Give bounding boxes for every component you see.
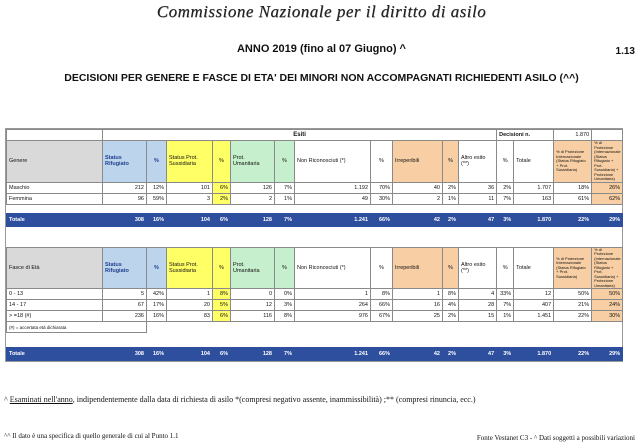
cell: 976 [295, 311, 371, 322]
col-header: % [443, 141, 459, 183]
col-header: Totale [514, 141, 554, 183]
cell: 6% [213, 182, 231, 193]
cell: 66% [371, 348, 393, 361]
cell: 36 [459, 182, 497, 193]
page-title: DECISIONI PER GENERE E FASCE DI ETA' DEI MINORI NON ACCOMPAGNATI RICHIEDENTI ASILO (^^) [64, 72, 579, 84]
cell: 5% [213, 300, 231, 311]
cell: 67 [103, 300, 147, 311]
cell: 1.241 [295, 348, 371, 361]
cell: 1% [443, 193, 459, 204]
cell: 1.192 [295, 182, 371, 193]
footnote-specifica: ^^ Il dato è una specifica di quello generale di cui al Punto 1.1 [4, 432, 179, 440]
cell: 42% [147, 289, 167, 300]
cell: 50% [554, 289, 592, 300]
esiti-label: Esiti [103, 130, 497, 141]
cell: 128 [231, 348, 275, 361]
cell: 50% [592, 289, 623, 300]
cell: 1.870 [514, 348, 554, 361]
col-header: Non Riconosciuti (*) [295, 247, 371, 289]
cell: 40 [393, 182, 443, 193]
cell: 66% [371, 300, 393, 311]
cell: 47 [459, 348, 497, 361]
cell: 3% [275, 300, 295, 311]
cell: 66% [371, 213, 393, 226]
table-row [7, 289, 623, 300]
cell: 70% [371, 182, 393, 193]
row-label: Totale [7, 348, 103, 361]
decisions-table [6, 129, 623, 361]
cell: 3 [167, 193, 213, 204]
totale-row [7, 213, 623, 226]
cell: 2% [443, 182, 459, 193]
cell: 96 [103, 193, 147, 204]
cell: 49 [295, 193, 371, 204]
cell: 2 [231, 193, 275, 204]
decisioni-label: Decisioni n. [497, 130, 554, 141]
col-header: % di Protezione Internazionale (Status Rifugiato + Prot. Sussidiaria) [554, 141, 592, 183]
cell: 15 [459, 311, 497, 322]
cell: 83 [167, 311, 213, 322]
col-header: Irreperibili [393, 141, 443, 183]
cell: 62% [592, 193, 623, 204]
footnote-source: Fonte Vestanet C3 - ^ Dati soggetti a possibili variazioni [476, 434, 635, 442]
footnote-esaminati [4, 395, 476, 404]
cell: 59% [147, 193, 167, 204]
cell: 7% [497, 193, 514, 204]
col-header: Altro esito (**) [459, 247, 497, 289]
cell: 116 [231, 311, 275, 322]
cell: 264 [295, 300, 371, 311]
row-label: 0 - 13 [7, 289, 103, 300]
cell: 18% [554, 182, 592, 193]
table-row [7, 311, 623, 322]
cell: 407 [514, 300, 554, 311]
cell: 16% [147, 348, 167, 361]
table-row [7, 193, 623, 204]
decisions-table-frame [5, 128, 623, 362]
cell: 104 [167, 348, 213, 361]
cell: 101 [167, 182, 213, 193]
col-header: % [371, 141, 393, 183]
page-number: 1.13 [615, 46, 635, 57]
table-row [7, 300, 623, 311]
cell: 8% [275, 311, 295, 322]
cell: 16% [147, 311, 167, 322]
genere-header-row [7, 141, 623, 183]
cell: 21% [554, 300, 592, 311]
footnote-prefix: ^ [4, 395, 10, 404]
cell: 24% [592, 300, 623, 311]
cell: 1.707 [514, 182, 554, 193]
col-header: Non Riconosciuti (*) [295, 141, 371, 183]
col-header: Status Rifugiato [103, 141, 147, 183]
hash-note: (#) = accertata età dichiarata [7, 322, 147, 333]
col-header: Irreperibili [393, 247, 443, 289]
col-header: % [275, 247, 295, 289]
cell: 0 [231, 289, 275, 300]
col-header: Status Prot. Sussidiaria [167, 141, 213, 183]
cell: 236 [103, 311, 147, 322]
table-row [7, 182, 623, 193]
cell: 1% [497, 311, 514, 322]
cell: 47 [459, 213, 497, 226]
cell: 212 [103, 182, 147, 193]
footnote-underlined: Esaminati nell'anno [9, 395, 73, 404]
cell: 1.241 [295, 213, 371, 226]
row-label: 14 - 17 [7, 300, 103, 311]
col-header: % di Protezione (Internazionale (Status Rifugiato + Prot. Sussidiaria) + Protezione Umanitaria) [592, 141, 623, 183]
cell: 25 [393, 311, 443, 322]
cell: 1% [275, 193, 295, 204]
cell: 2% [497, 182, 514, 193]
col-header: Status Rifugiato [103, 247, 147, 289]
col-header: % [147, 247, 167, 289]
cell: 16 [393, 300, 443, 311]
cell: 8% [213, 289, 231, 300]
cell: 2% [213, 193, 231, 204]
decisioni-value: 1.870 [554, 130, 592, 141]
cell: 1 [167, 289, 213, 300]
col-header: % [497, 141, 514, 183]
col-header: % [213, 247, 231, 289]
row-label: Maschio [7, 182, 103, 193]
cell: 4 [459, 289, 497, 300]
row-label: Totale [7, 213, 103, 226]
col-header: Prot. Umanitaria [231, 247, 275, 289]
cell: 61% [554, 193, 592, 204]
cell: 42 [393, 348, 443, 361]
cell: 1.870 [514, 213, 554, 226]
cell: 11 [459, 193, 497, 204]
col-header: % [443, 247, 459, 289]
cell: 308 [103, 213, 147, 226]
cell: 126 [231, 182, 275, 193]
cell: 20 [167, 300, 213, 311]
cell: 30% [592, 311, 623, 322]
cell: 1 [295, 289, 371, 300]
cell: 6% [213, 311, 231, 322]
row-label: Femmina [7, 193, 103, 204]
cell: 22% [554, 311, 592, 322]
totale-row-2 [7, 348, 623, 361]
col-header: % [275, 141, 295, 183]
cell: 29% [592, 213, 623, 226]
cell: 7% [275, 348, 295, 361]
cell: 7% [275, 182, 295, 193]
cell: 3% [497, 213, 514, 226]
col-header: Status Prot. Sussidiaria [167, 247, 213, 289]
cell: 2 [393, 193, 443, 204]
esiti-header-row [7, 130, 623, 141]
cell: 128 [231, 213, 275, 226]
cell: 1 [393, 289, 443, 300]
genere-label: Genere [7, 141, 103, 183]
cell: 4% [443, 300, 459, 311]
cell: 22% [554, 213, 592, 226]
col-header: % [497, 247, 514, 289]
cell: 6% [213, 213, 231, 226]
cell: 8% [443, 289, 459, 300]
col-header: Totale [514, 247, 554, 289]
cell: 22% [554, 348, 592, 361]
cell: 42 [393, 213, 443, 226]
cell: 8% [371, 289, 393, 300]
cell: 6% [213, 348, 231, 361]
cell: 12 [514, 289, 554, 300]
cell: 29% [592, 348, 623, 361]
cell: 104 [167, 213, 213, 226]
cell: 163 [514, 193, 554, 204]
period-subtitle: ANNO 2019 (fino al 07 Giugno) ^ [236, 43, 406, 55]
row-label: > =18 (#) [7, 311, 103, 322]
cell: 2% [443, 213, 459, 226]
cell: 2% [443, 348, 459, 361]
cell: 12 [231, 300, 275, 311]
cell: 0% [275, 289, 295, 300]
cell: 26% [592, 182, 623, 193]
commission-header: Commissione Nazionale per il diritto di asilo [156, 2, 487, 21]
cell: 1.451 [514, 311, 554, 322]
col-header: % di Protezione (Internazionale (Status Rifugiato + Prot. Sussidiaria) + Protezione Umanitaria) [592, 247, 623, 289]
cell: 28 [459, 300, 497, 311]
cell: 5 [103, 289, 147, 300]
cell: 7% [497, 300, 514, 311]
cell: 2% [443, 311, 459, 322]
cell: 33% [497, 289, 514, 300]
eta-header-row [7, 247, 623, 289]
cell: 16% [147, 213, 167, 226]
col-header: % [213, 141, 231, 183]
cell: 308 [103, 348, 147, 361]
cell: 17% [147, 300, 167, 311]
footnote-rest: , indipendentemente dalla data di richiesta di asilo *(compresi negativo assente, inammissibilità) ;** (compresi rinuncia, ecc.) [72, 395, 476, 404]
col-header: % [371, 247, 393, 289]
col-header: Prot. Umanitaria [231, 141, 275, 183]
col-header: % di Protezione Internazionale (Status Rifugiato + Prot. Sussidiaria) [554, 247, 592, 289]
eta-label: Fasce di Età [7, 247, 103, 289]
cell: 7% [275, 213, 295, 226]
cell: 3% [497, 348, 514, 361]
cell: 12% [147, 182, 167, 193]
cell: 30% [371, 193, 393, 204]
cell: 67% [371, 311, 393, 322]
col-header: Altro esito (**) [459, 141, 497, 183]
col-header: % [147, 141, 167, 183]
hash-note-row [7, 322, 623, 333]
